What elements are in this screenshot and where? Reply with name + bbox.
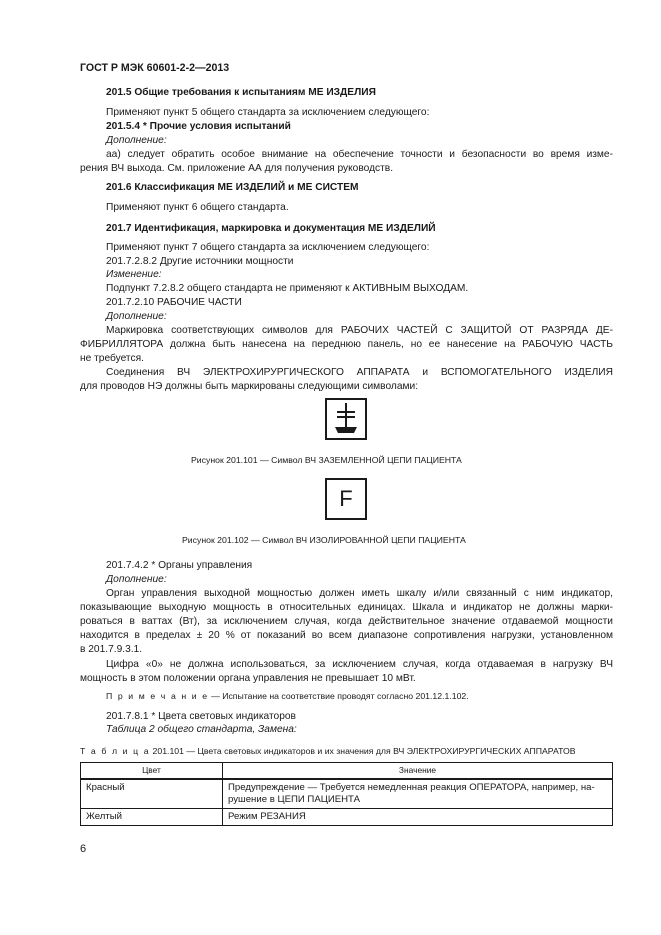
note-text: — Испытание на соответствие проводят согласно 201.12.1.102. [208,691,469,701]
addition-label-3: Дополнение: [106,574,167,585]
column-header-meaning: Значение [223,763,613,780]
subsection-201-7-8-1-title: 201.7.8.1 * Цвета световых индикаторов [106,711,296,722]
addition-label: Дополнение: [106,135,167,146]
floating-patient-circuit-letter: F [339,486,353,511]
cell-color: Желтый [81,809,223,826]
subsection-201-7-2-8-2-text: Подпункт 7.2.8.2 общего стандарта не применяют к АКТИВНЫМ ВЫХОДАМ. [106,283,469,294]
table-header-row [81,763,613,780]
figure-201-101-symbol [325,398,367,440]
cell-meaning [223,809,613,826]
controls-paragraph-line2: показывающие выходную мощность в относительных единицах. Шкала и индикатор не должны марки- [80,602,613,613]
page-number: 6 [80,843,87,855]
subsection-201-7-2-8-2-title: 201.7.2.8.2 Другие источники мощности [106,256,294,267]
standard-header: ГОСТ Р МЭК 60601-2-2—2013 [80,62,230,74]
cell-meaning [223,779,613,809]
subsection-201-7-2-10-title: 201.7.2.10 РАБОЧИЕ ЧАСТИ [106,297,242,308]
controls-paragraph-line5: в 201.7.9.3.1. [80,644,143,655]
marking-paragraph-line2: ФИБРИЛЛЯТОРА должна быть нанесена на переднюю панель, но ее нанесение на РАБОЧУЮ ЧАСТЬ [80,339,613,350]
section-201-7-title: 201.7 Идентификация, маркировка и документация МЕ ИЗДЕЛИЙ [106,223,436,234]
note-label: П р и м е ч а н и е [106,691,209,701]
section-201-5-intro: Применяют пункт 5 общего стандарта за исключением следующего: [106,107,430,118]
marking-paragraph-line3: не требуется. [80,353,144,364]
table-replacement-note: Таблица 2 общего стандарта, Замена: [106,724,297,735]
cell-meaning-line1: Предупреждение — Требуется немедленная реакция ОПЕРАТОРА, например, на- [228,782,595,793]
section-201-6-text: Применяют пункт 6 общего стандарта. [106,202,289,213]
paragraph-aa-line1: аа) следует обратить особое внимание на обеспечение точности и безопасности во время изме- [106,149,613,160]
indicator-colors-table [80,762,613,826]
paragraph-aa-line2: рения ВЧ выхода. См. приложение АА для получения руководств. [80,163,394,174]
cell-color: Красный [81,779,223,809]
section-201-7-intro: Применяют пункт 7 общего стандарта за исключением следующего: [106,242,430,253]
section-201-6-title: 201.6 Классификация МЕ ИЗДЕЛИЙ и МЕ СИСТЕМ [106,182,359,193]
controls-paragraph-line4: находится в пределах ± 20 % от показаний во всем диапазоне сопротивления нагрузки, установленном [80,630,613,641]
cell-meaning-line1: Режим РЕЗАНИЯ [228,811,306,822]
figure-201-102-symbol [325,478,367,520]
subsection-201-7-4-2-title: 201.7.4.2 * Органы управления [106,560,253,571]
table-caption-label: Т а б л и ц а [80,746,151,756]
connections-paragraph-line1: Соединения ВЧ ЭЛЕКТРОХИРУРГИЧЕСКОГО АППАРАТА и ВСПОМОГАТЕЛЬНОГО ИЗДЕЛИЯ [106,367,613,378]
marking-paragraph-line1: Маркировка соответствующих символов для РАБОЧИХ ЧАСТЕЙ С ЗАЩИТОЙ ОТ РАЗРЯДА ДЕ- [106,325,613,336]
table-caption [80,745,576,758]
column-header-color: Цвет [81,763,223,780]
table-caption-text: 201.101 — Цвета световых индикаторов и их значения для ВЧ ЭЛЕКТРОХИРУРГИЧЕСКИХ АППАРАТОВ [150,746,576,756]
cell-meaning-line2: рушение в ЦЕПИ ПАЦИЕНТА [228,794,360,805]
subsection-201-5-4-title: 201.5.4 * Прочие условия испытаний [106,121,291,132]
zero-paragraph-line2: мощность в этом положении органа управления не превышает 10 мВт. [80,673,416,684]
controls-paragraph-line1: Орган управления выходной мощностью должен иметь шкалу и/или связанный с ним индикатор, [106,588,613,599]
figure-201-101-caption: Рисунок 201.101 — Символ ВЧ ЗАЗЕМЛЕННОЙ ЦЕПИ ПАЦИЕНТА [191,455,462,465]
section-201-5-title: 201.5 Общие требования к испытаниям МЕ ИЗДЕЛИЯ [106,87,376,98]
note [106,690,469,703]
controls-paragraph-line3: роваться в ваттах (Вт), за исключением случая, когда действительное значение отдаваемой мощности [80,616,613,627]
connections-paragraph-line2: для проводов НЭ должны быть маркированы следующими символами: [80,381,419,392]
table-row [81,779,613,809]
zero-paragraph-line1: Цифра «0» не должна использоваться, за исключением случая, когда отдаваемая в нагрузку ВЧ [106,659,613,670]
earthed-patient-circuit-icon [327,400,365,438]
addition-label-2: Дополнение: [106,311,167,322]
table-row [81,809,613,826]
change-label: Изменение: [106,269,162,280]
figure-201-102-caption: Рисунок 201.102 — Символ ВЧ ИЗОЛИРОВАННОЙ ЦЕПИ ПАЦИЕНТА [182,535,466,545]
